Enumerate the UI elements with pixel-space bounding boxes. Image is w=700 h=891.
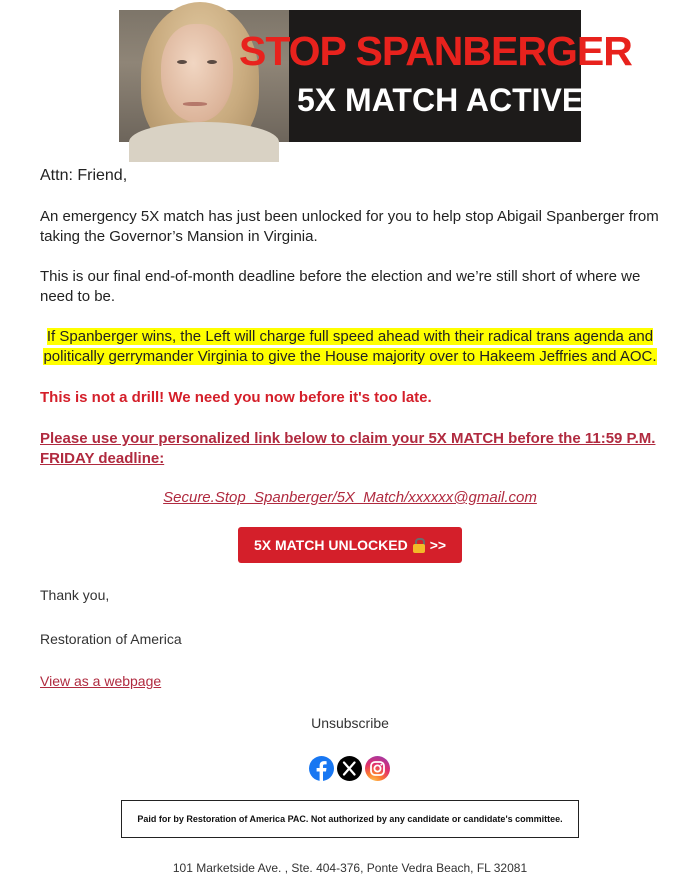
highlight-paragraph — [40, 327, 660, 367]
closing: Thank you, — [40, 587, 110, 603]
unsubscribe-link[interactable]: Unsubscribe — [311, 715, 389, 731]
alert-text: This is not a drill! We need you now before it's too late. — [40, 389, 432, 406]
claim-link-text[interactable]: Please use your personalized link below to claim your 5X MATCH before the 11:59 P.M. FRIDAY deadline: — [40, 430, 656, 467]
cta-label: 5X MATCH UNLOCKED — [253, 537, 408, 553]
deadline-paragraph: This is our final end-of-month deadline before the election and we’re still short of where we need to be. — [40, 268, 641, 305]
cta-arrows: >> — [429, 537, 447, 553]
secure-link[interactable]: Secure.Stop_Spanberger/5X_Match/xxxxxx@gmail.com — [163, 489, 537, 506]
mailing-address: 101 Marketside Ave. , Ste. 404-376, Ponte Vedra Beach, FL 32081 — [172, 861, 528, 875]
highlighted-text: If Spanberger wins, the Left will charge full speed ahead with their radical trans agenda and politically gerrymander Virginia to give the House majority over to Hakeem Jeffries and AOC. — [43, 328, 657, 365]
x-icon[interactable] — [337, 756, 362, 781]
salutation: Attn: Friend, — [40, 167, 128, 184]
lock-icon — [413, 538, 425, 553]
intro-paragraph: An emergency 5X match has just been unlocked for you to help stop Abigail Spanberger from taking the Governor’s Mansion in Virginia. — [40, 208, 659, 245]
social-links — [309, 756, 391, 781]
instagram-icon[interactable] — [365, 756, 390, 781]
banner-title: STOP SPANBERGER — [239, 28, 632, 74]
signature: Restoration of America — [40, 631, 182, 647]
match-unlocked-button[interactable] — [238, 527, 462, 563]
disclaimer-box — [121, 800, 579, 838]
header-banner — [119, 10, 632, 142]
facebook-icon[interactable] — [309, 756, 334, 781]
view-as-webpage-link[interactable]: View as a webpage — [40, 673, 162, 689]
disclaimer-text: Paid for by Restoration of America PAC. Not authorized by any candidate or candidate's committee. — [137, 814, 563, 824]
banner-subtitle: 5X MATCH ACTIVE — [297, 82, 584, 118]
